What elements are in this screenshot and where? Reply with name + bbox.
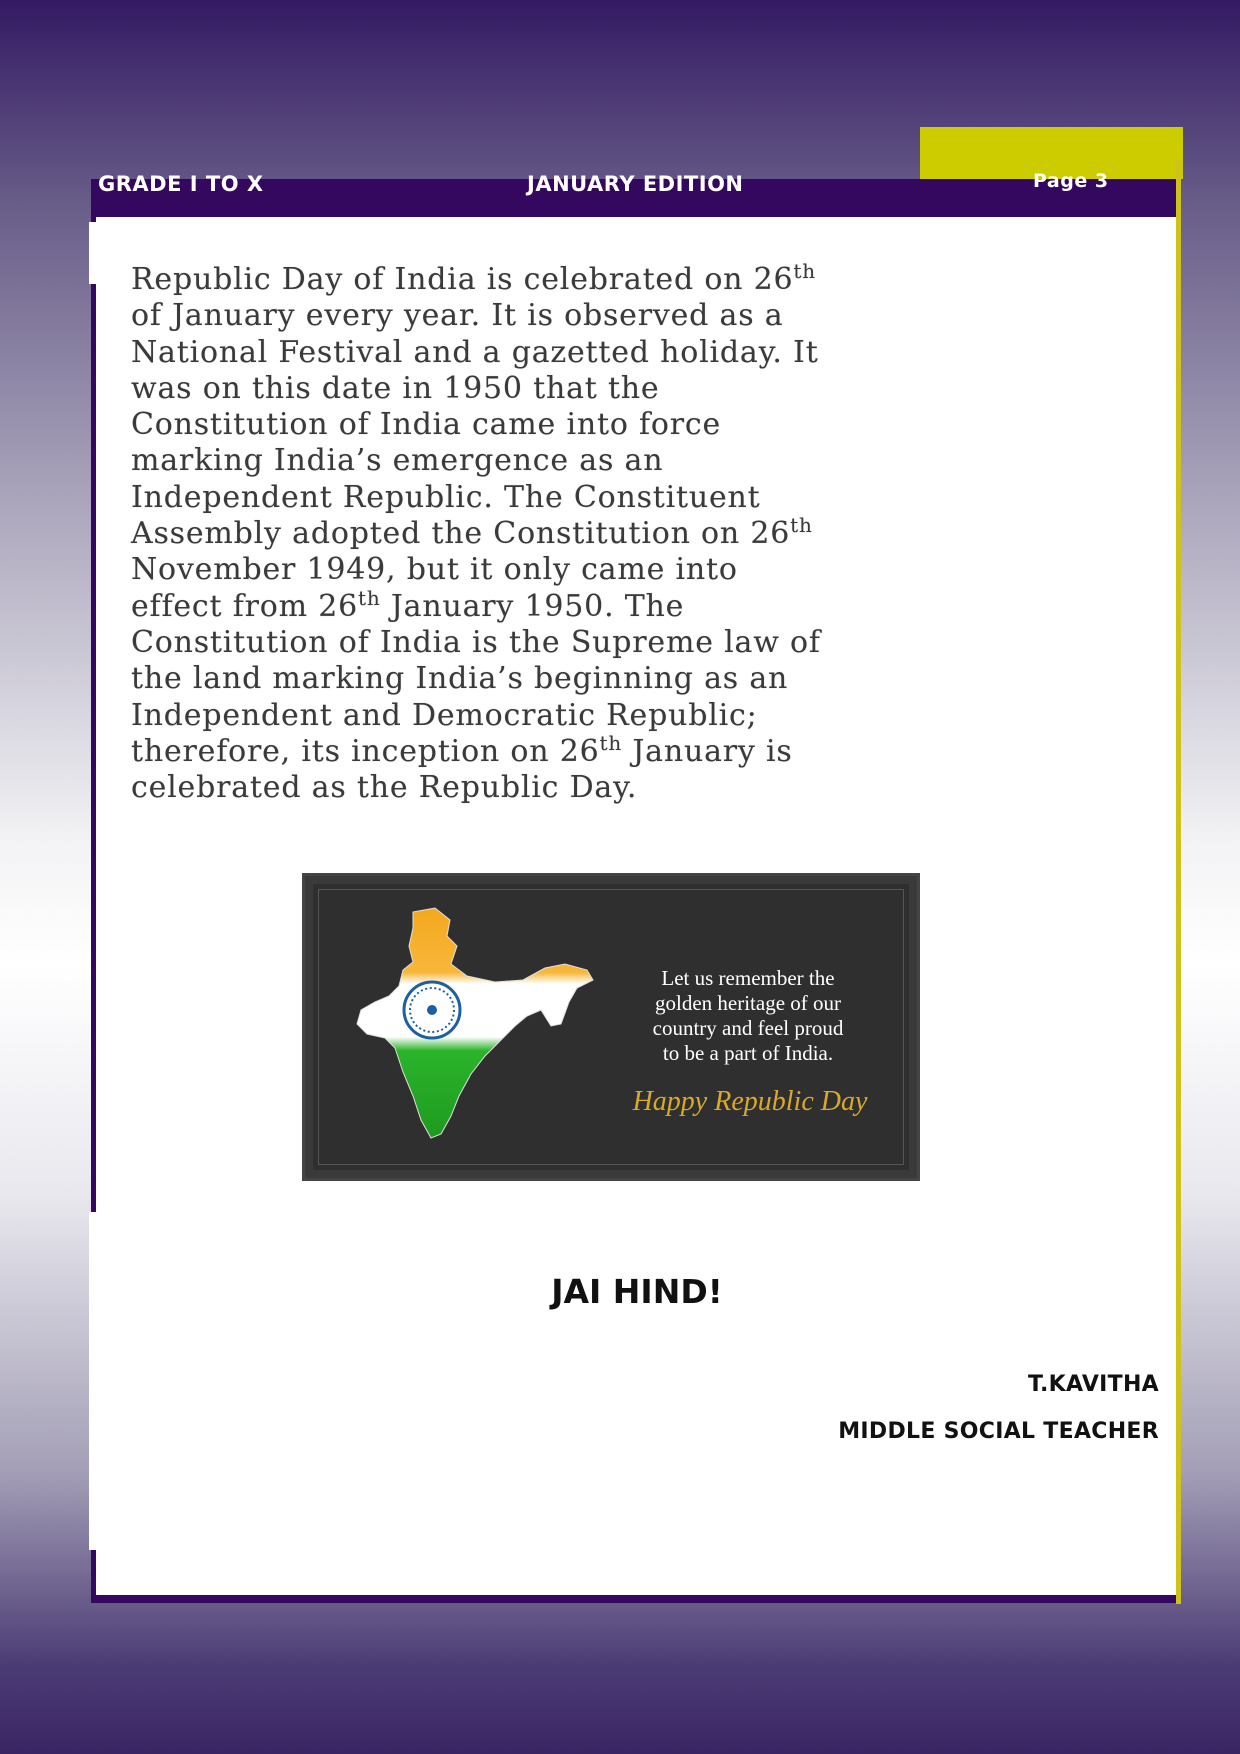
page-number: Page 3 — [1033, 170, 1109, 192]
banner-line: to be a part of India. — [662, 1041, 834, 1065]
banner-line: Let us remember the — [661, 966, 835, 990]
ordinal-suffix: th — [790, 513, 813, 538]
frame-gap-bottom — [89, 1212, 99, 1550]
ordinal-suffix: th — [793, 259, 816, 283]
frame-yellow-edge — [1176, 160, 1181, 1604]
ordinal-suffix: th — [599, 730, 623, 755]
frame-gap-top — [89, 222, 99, 284]
article-part-3: November 1949, but it only came into effect from 26 — [131, 552, 738, 624]
banner-message — [623, 966, 873, 1066]
article-part-5: January is celebrated as the Republic Day. — [131, 733, 793, 806]
article-part-4: January 1950. The Constitution of India is the Supreme law of the land marking India’s beginning as an Independent and Democratic Republic; therefore, its inception on 26 — [131, 588, 821, 769]
author-role: MIDDLE SOCIAL TEACHER — [838, 1419, 1159, 1444]
header-grade: GRADE I TO X — [98, 172, 264, 196]
author-name: T.KAVITHA — [1028, 1372, 1159, 1397]
india-map-flag-icon — [355, 906, 620, 1156]
banner-greeting: Happy Republic Day — [632, 1086, 868, 1117]
header-edition: JANUARY EDITION — [527, 172, 744, 196]
republic-day-banner — [302, 873, 920, 1181]
article-text — [131, 259, 1131, 806]
ordinal-suffix: th — [357, 585, 381, 610]
closing-slogan: JAI HIND! — [551, 1272, 723, 1311]
banner-line: golden heritage of our — [654, 991, 842, 1015]
banner-line: country and feel proud — [652, 1016, 844, 1040]
article-part-1: Republic Day of India is celebrated on 26 — [131, 262, 794, 297]
article-part-2: of January every year. It is observed as a National Festival and a gazetted holiday. It was on this date in 1950 that the Constitution of India came into force marking India’s emergence as an Independent Republic. The Constituent Assembly adopted the Constitution on 26 — [131, 298, 819, 552]
